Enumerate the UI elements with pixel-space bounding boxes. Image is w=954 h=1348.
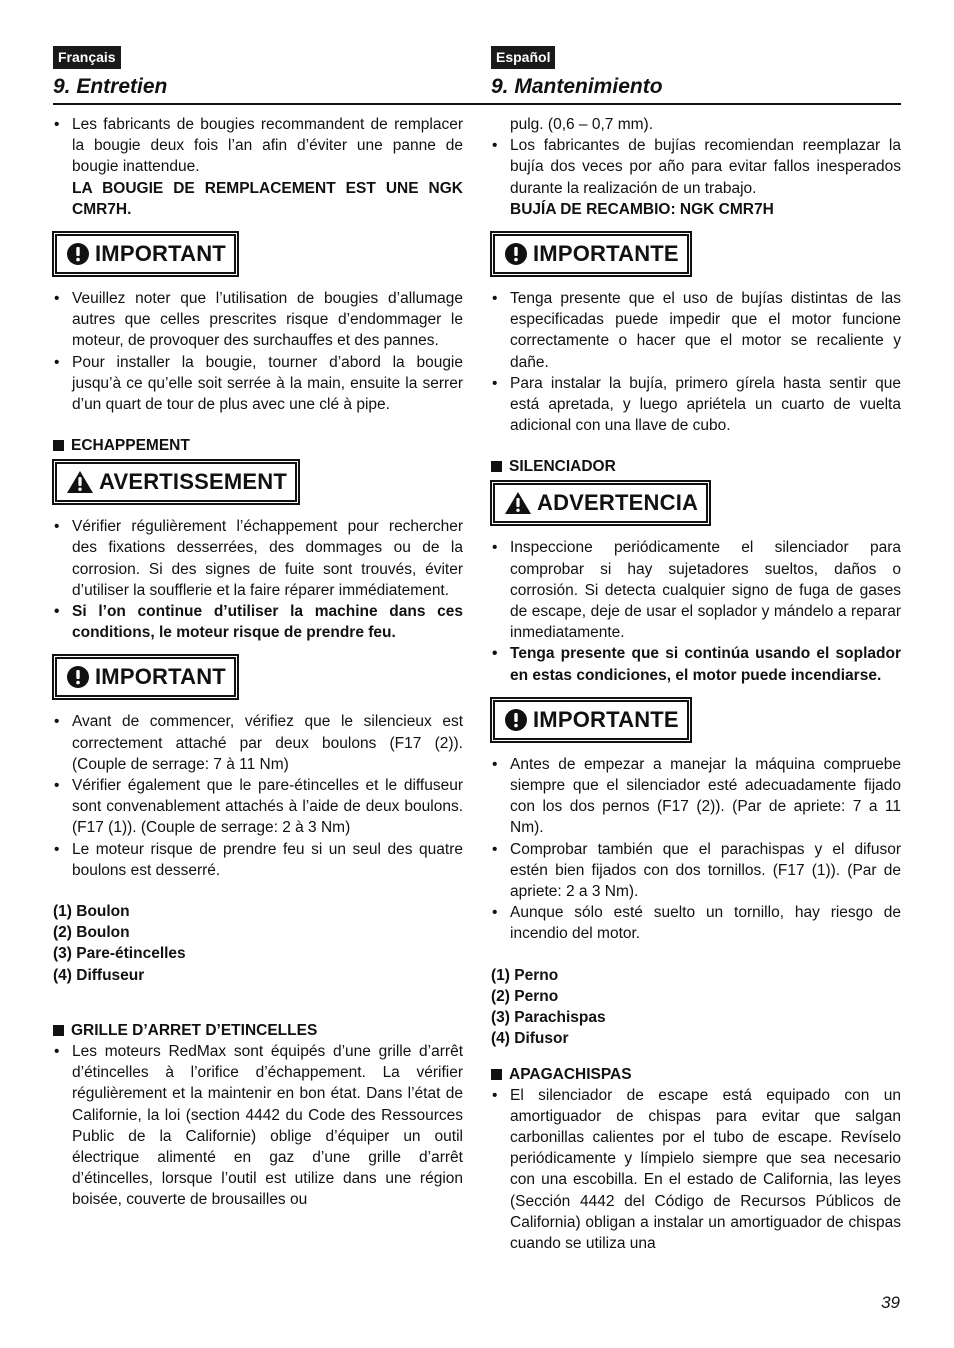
silenciador-heading: SILENCIADOR (491, 456, 901, 477)
exclamation-icon (505, 709, 527, 731)
list-item: • Comprobar también que el parachispas y el difusor estén bien fijados con dos tornillos. (F17 (1)). (Par de apriete: 2 a 3 Nm). (491, 839, 901, 903)
square-bullet-icon (491, 461, 502, 472)
list-item: • Tenga presente que el uso de bujías distintas de las especificadas puede impedir que el motor funcione correctamente o hacer que el motor se recaliente y dañe. (491, 288, 901, 373)
language-tab-spanish: Español (491, 46, 555, 69)
warning-triangle-icon (505, 492, 531, 514)
header-rule (53, 103, 901, 105)
parts-list: (1) Perno (2) Perno (3) Parachispas (4) Difusor (491, 966, 606, 1048)
important-callout-1: IMPORTANT (55, 234, 236, 274)
grille-heading: GRILLE D’ARRET D’ETINCELLES (53, 1020, 463, 1041)
list-item: • Veuillez noter que l’utilisation de bougies d’allumage autres que celles prescrites risque d’endommager le moteur, de provoquer des surchauffes et des pannes. (53, 288, 463, 352)
bougie-bullet: • Les fabricants de bougies recommandent de remplacer la bougie deux fois l’an afin d’éviter une panne de bougie inattendue. (53, 114, 463, 178)
section-title-spanish: 9. Mantenimiento (491, 75, 663, 98)
exclamation-icon (67, 243, 89, 265)
list-item: • Aunque sólo esté suelto un tornillo, hay riesgo de incendio del motor. (491, 902, 901, 944)
section-title-french: 9. Entretien (53, 75, 168, 98)
bougie-note: LA BOUGIE DE REMPLACEMENT EST UNE NGK CMR7H. (72, 179, 463, 218)
continued-line: pulg. (0,6 – 0,7 mm). (510, 116, 654, 133)
language-tab-french: Français (53, 46, 121, 69)
avertissement-callout: AVERTISSEMENT (55, 462, 297, 502)
list-item: • Inspeccione periódicamente el silenciador para comprobar si hay sujetadores sueltos, daños o corrosión. Si detecta cualquier signo de fuga de gases de escape, deje de usar el soplador y mándelo a reparar inmediatamente. (491, 537, 901, 643)
list-item: • Vérifier régulièrement l’échappement pour rechercher des fixations desserrées, des dommages ou de la corrosion. Si des signes de fuite sont trouvés, éviter d’utiliser la soufflerie et la faire réparer immédiatement. (53, 516, 463, 601)
exclamation-icon (67, 666, 89, 688)
bujia-note: BUJÍA DE RECAMBIO: NGK CMR7H (510, 200, 774, 218)
list-item: • Antes de empezar a manejar la máquina compruebe siempre que el silenciador esté adecuadamente fijado con los dos pernos (F17 (2)). (Par de apriete: 7 a 11 Nm). (491, 754, 901, 839)
importante-callout-2: IMPORTANTE (493, 700, 689, 740)
list-item: • Les moteurs RedMax sont équipés d’une grille d’arrêt d’étincelles à l’orifice d’échappement. La vérifier régulièrement et la maintenir en bon état. Dans l’état de Californie, la loi (section 4442 du Code des Ressources Public de la Californie) oblige d’équiper un outil électrique alimenté en gaz d’une grille d’arrêt d’étincelles, lorsque l’outil est utilize dans une région boisée, couverte de brousailles ou (53, 1041, 463, 1211)
list-item: • Si l’on continue d’utiliser la machine dans ces conditions, le moteur risque de prendre feu. (53, 601, 463, 643)
list-item: • Para instalar la bujía, primero gírela hasta sentir que está apretada, y luego apriétela un cuarto de vuelta adicional con una llave de cubo. (491, 373, 901, 437)
french-column (53, 46, 463, 100)
list-item: • El silenciador de escape está equipado con un amortiguador de chispas para evitar que salgan carbonillas calientes por el tubo de escape. Revíselo periódicamente y límpielo siempre que sea necesario con una escobilla. En el estado de California, las leyes (Sección 4442 del Código de Recursos Públicos de California) obligan a instalar un amortiguador de chispas cuando se utiliza una (491, 1085, 901, 1255)
spanish-content (491, 114, 901, 1254)
list-item: • Le moteur risque de prendre feu si un seul des quatre boulons est desserré. (53, 839, 463, 881)
french-content (53, 114, 463, 1211)
spanish-column (491, 46, 901, 100)
warning-triangle-icon (67, 471, 93, 493)
list-item: • Tenga presente que si continúa usando el soplador en estas condiciones, el motor puede incendiarse. (491, 643, 901, 685)
list-item: • Pour installer la bougie, tourner d’abord la bougie jusqu’à ce qu’elle soit serrée à la main, ensuite la serrer d’un quart de tour de plus avec une clé à pipe. (53, 352, 463, 416)
parts-list: (1) Boulon (2) Boulon (3) Pare-étincelles (4) Diffuseur (53, 903, 186, 984)
advertencia-callout: ADVERTENCIA (493, 483, 708, 523)
exclamation-icon (505, 243, 527, 265)
list-item: • Vérifier également que le pare-étincelles et le diffuseur sont convenablement attachés à l’aide de deux boulons. (F17 (1)). (Couple de serrage: 2 à 3 Nm) (53, 775, 463, 839)
echappement-heading: ECHAPPEMENT (53, 435, 463, 456)
square-bullet-icon (491, 1069, 502, 1080)
importante-callout-1: IMPORTANTE (493, 234, 689, 274)
square-bullet-icon (53, 440, 64, 451)
list-item: • Avant de commencer, vérifiez que le silencieux est correctement attaché par deux boulons (F17 (2)). (Couple de serrage: 7 à 11 Nm) (53, 711, 463, 775)
square-bullet-icon (53, 1025, 64, 1036)
bujia-bullet: • Los fabricantes de bujías recomiendan reemplazar la bujía dos veces por año para evitar fallos inesperados durante la realización de un trabajo. (491, 135, 901, 199)
important-callout-2: IMPORTANT (55, 657, 236, 697)
apagachispas-heading: APAGACHISPAS (491, 1064, 901, 1085)
page-number: 39 (881, 1293, 900, 1312)
